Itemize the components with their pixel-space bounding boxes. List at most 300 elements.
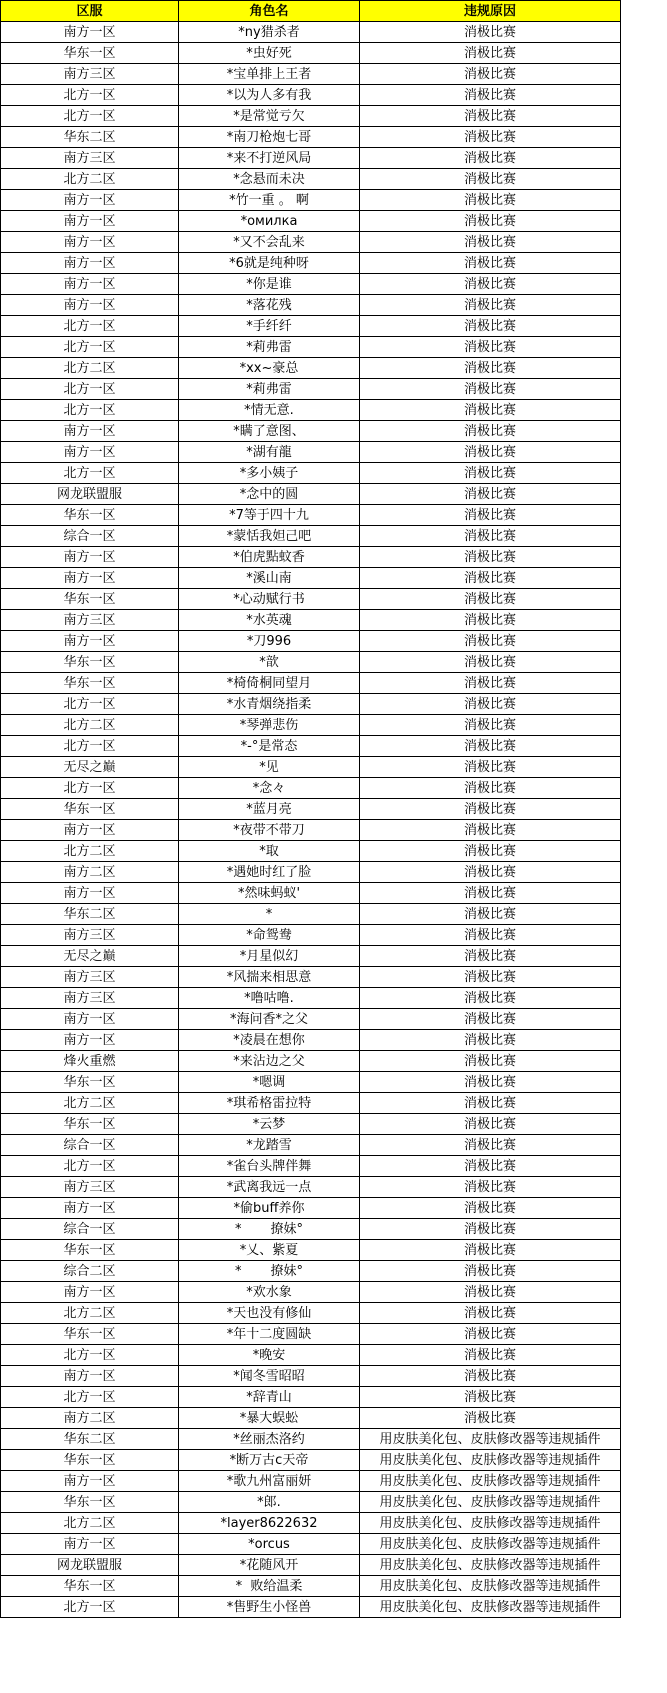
table-row	[1, 1009, 621, 1030]
role-name-cell: *手纤纤	[179, 316, 360, 337]
table-row	[1, 190, 621, 211]
server-cell: 北方一区	[1, 337, 179, 358]
server-cell: 北方一区	[1, 1387, 179, 1408]
role-name-cell: *омилка	[179, 211, 360, 232]
table-row	[1, 1261, 621, 1282]
violation-reason-cell: 用皮肤美化包、皮肤修改器等违规插件	[360, 1597, 621, 1618]
server-cell: 华东一区	[1, 1114, 179, 1135]
table-row	[1, 673, 621, 694]
table-row	[1, 946, 621, 967]
table-row	[1, 1387, 621, 1408]
violation-reason-cell: 消极比赛	[360, 442, 621, 463]
server-cell: 南方一区	[1, 883, 179, 904]
table-row	[1, 1219, 621, 1240]
table-row	[1, 232, 621, 253]
server-cell: 南方一区	[1, 295, 179, 316]
server-cell: 南方一区	[1, 190, 179, 211]
server-cell: 南方一区	[1, 820, 179, 841]
server-cell: 南方三区	[1, 988, 179, 1009]
role-name-cell: *水青烟绕指柔	[179, 694, 360, 715]
role-name-cell: *莉弗雷	[179, 379, 360, 400]
role-name-cell: *多小姨子	[179, 463, 360, 484]
role-name-cell: *郎.	[179, 1492, 360, 1513]
table-row	[1, 148, 621, 169]
violation-reason-cell: 消极比赛	[360, 1366, 621, 1387]
violation-reason-cell: 消极比赛	[360, 925, 621, 946]
server-cell: 北方一区	[1, 778, 179, 799]
server-cell: 华东二区	[1, 127, 179, 148]
violation-reason-cell: 消极比赛	[360, 799, 621, 820]
role-name-cell: *断万古c天帝	[179, 1450, 360, 1471]
role-name-cell: *花随风开	[179, 1555, 360, 1576]
table-row	[1, 43, 621, 64]
server-cell: 北方一区	[1, 106, 179, 127]
server-cell: 南方一区	[1, 631, 179, 652]
violation-reason-cell: 消极比赛	[360, 883, 621, 904]
violation-reason-cell: 消极比赛	[360, 337, 621, 358]
server-cell: 北方一区	[1, 379, 179, 400]
violation-reason-cell: 消极比赛	[360, 1177, 621, 1198]
violation-reason-cell: 消极比赛	[360, 1030, 621, 1051]
violation-reason-cell: 消极比赛	[360, 232, 621, 253]
role-name-cell: *6就是纯种呀	[179, 253, 360, 274]
server-cell: 南方三区	[1, 967, 179, 988]
table-row	[1, 589, 621, 610]
role-name-cell: *云梦	[179, 1114, 360, 1135]
server-cell: 南方一区	[1, 1471, 179, 1492]
role-name-cell: *武离我远一点	[179, 1177, 360, 1198]
violation-reason-cell: 消极比赛	[360, 1303, 621, 1324]
table-row	[1, 1471, 621, 1492]
role-name-cell: *夜带不带刀	[179, 820, 360, 841]
server-cell: 南方三区	[1, 148, 179, 169]
table-row	[1, 904, 621, 925]
role-name-cell: * 撩妹°	[179, 1219, 360, 1240]
server-cell: 南方一区	[1, 421, 179, 442]
violation-reason-cell: 消极比赛	[360, 1261, 621, 1282]
violation-reason-cell: 消极比赛	[360, 673, 621, 694]
role-name-cell: *年十二度圆缺	[179, 1324, 360, 1345]
server-cell: 北方二区	[1, 169, 179, 190]
server-cell: 南方二区	[1, 1408, 179, 1429]
role-name-cell: *蒙恬我妲己吧	[179, 526, 360, 547]
violation-reason-cell: 用皮肤美化包、皮肤修改器等违规插件	[360, 1534, 621, 1555]
table-row	[1, 694, 621, 715]
server-cell: 华东二区	[1, 904, 179, 925]
violation-reason-cell: 消极比赛	[360, 106, 621, 127]
table-row	[1, 274, 621, 295]
server-cell: 华东一区	[1, 673, 179, 694]
server-cell: 南方一区	[1, 568, 179, 589]
server-cell: 南方一区	[1, 274, 179, 295]
role-name-cell: *见	[179, 757, 360, 778]
table-row	[1, 715, 621, 736]
violation-reason-cell: 消极比赛	[360, 211, 621, 232]
server-cell: 北方一区	[1, 694, 179, 715]
role-name-cell: *琪希格雷拉特	[179, 1093, 360, 1114]
violation-reason-cell: 消极比赛	[360, 736, 621, 757]
role-name-cell: *7等于四十九	[179, 505, 360, 526]
server-cell: 北方一区	[1, 1156, 179, 1177]
violation-reason-cell: 消极比赛	[360, 169, 621, 190]
violation-reason-cell: 消极比赛	[360, 148, 621, 169]
table-row	[1, 1576, 621, 1597]
table-row	[1, 883, 621, 904]
server-cell: 南方一区	[1, 547, 179, 568]
table-row	[1, 547, 621, 568]
server-cell: 南方一区	[1, 1534, 179, 1555]
server-cell: 华东一区	[1, 1324, 179, 1345]
role-name-cell: *伯虎點蚊香	[179, 547, 360, 568]
table-row	[1, 967, 621, 988]
role-name-cell: *琴弹悲伤	[179, 715, 360, 736]
role-name-cell: *念々	[179, 778, 360, 799]
role-name-cell: *是常觉亏欠	[179, 106, 360, 127]
role-name-cell: *念悬而未决	[179, 169, 360, 190]
role-name-cell: *来不打逆风局	[179, 148, 360, 169]
role-name-cell: *心动赋行书	[179, 589, 360, 610]
role-name-cell: *海问香*之父	[179, 1009, 360, 1030]
role-name-cell: *嗯调	[179, 1072, 360, 1093]
violation-reason-cell: 消极比赛	[360, 1093, 621, 1114]
server-cell: 北方二区	[1, 1513, 179, 1534]
violation-reason-cell: 消极比赛	[360, 547, 621, 568]
violation-reason-cell: 用皮肤美化包、皮肤修改器等违规插件	[360, 1513, 621, 1534]
violation-reason-cell: 消极比赛	[360, 988, 621, 1009]
role-name-cell: *风揣来相思意	[179, 967, 360, 988]
table-row	[1, 778, 621, 799]
table-row	[1, 1324, 621, 1345]
server-cell: 华东一区	[1, 43, 179, 64]
table-row	[1, 1492, 621, 1513]
table-row	[1, 526, 621, 547]
server-cell: 北方一区	[1, 1345, 179, 1366]
role-name-cell: *刀996	[179, 631, 360, 652]
server-cell: 华东一区	[1, 1492, 179, 1513]
server-cell: 南方一区	[1, 1198, 179, 1219]
violation-reason-cell: 消极比赛	[360, 421, 621, 442]
violation-reason-cell: 消极比赛	[360, 1051, 621, 1072]
server-cell: 北方二区	[1, 841, 179, 862]
server-cell: 北方一区	[1, 85, 179, 106]
violation-reason-cell: 消极比赛	[360, 190, 621, 211]
server-cell: 华东一区	[1, 1240, 179, 1261]
server-cell: 南方二区	[1, 862, 179, 883]
table-row	[1, 1093, 621, 1114]
role-name-cell: *念中的圆	[179, 484, 360, 505]
violation-reason-cell: 消极比赛	[360, 253, 621, 274]
server-cell: 北方一区	[1, 316, 179, 337]
table-row	[1, 253, 621, 274]
server-cell: 北方一区	[1, 400, 179, 421]
table-row	[1, 1513, 621, 1534]
violation-reason-cell: 消极比赛	[360, 1408, 621, 1429]
role-name-cell: *然味蚂蚁'	[179, 883, 360, 904]
server-cell: 南方一区	[1, 232, 179, 253]
table-row	[1, 127, 621, 148]
violation-reason-cell: 消极比赛	[360, 379, 621, 400]
violation-reason-cell: 消极比赛	[360, 1240, 621, 1261]
role-name-cell: * 败给温柔	[179, 1576, 360, 1597]
violation-reason-cell: 消极比赛	[360, 1072, 621, 1093]
server-cell: 无尽之巅	[1, 757, 179, 778]
server-cell: 南方一区	[1, 211, 179, 232]
role-name-cell: *晚安	[179, 1345, 360, 1366]
server-cell: 无尽之巅	[1, 946, 179, 967]
server-cell: 北方一区	[1, 736, 179, 757]
role-name-cell: *凌晨在想你	[179, 1030, 360, 1051]
table-row	[1, 799, 621, 820]
table-row	[1, 862, 621, 883]
table-row	[1, 631, 621, 652]
table-row	[1, 1408, 621, 1429]
table-row	[1, 106, 621, 127]
role-name-cell: *天也没有修仙	[179, 1303, 360, 1324]
role-name-cell: *瞒了意图、	[179, 421, 360, 442]
table-row	[1, 1597, 621, 1618]
table-header	[1, 1, 621, 22]
violation-reason-cell: 消极比赛	[360, 1135, 621, 1156]
violation-reason-cell: 消极比赛	[360, 652, 621, 673]
header-violation-reason: 违规原因	[360, 1, 621, 22]
server-cell: 华东一区	[1, 652, 179, 673]
violation-reason-cell: 消极比赛	[360, 757, 621, 778]
violation-reason-cell: 消极比赛	[360, 1345, 621, 1366]
table-row	[1, 421, 621, 442]
server-cell: 南方三区	[1, 610, 179, 631]
table-row	[1, 610, 621, 631]
table-row	[1, 1282, 621, 1303]
table-row	[1, 820, 621, 841]
violation-reason-cell: 消极比赛	[360, 1198, 621, 1219]
table-row	[1, 1051, 621, 1072]
role-name-cell: *orcus	[179, 1534, 360, 1555]
table-row	[1, 1135, 621, 1156]
table-row	[1, 1366, 621, 1387]
role-name-cell: *遇她时红了脸	[179, 862, 360, 883]
table-row	[1, 211, 621, 232]
table-row	[1, 1429, 621, 1450]
table-row	[1, 358, 621, 379]
violation-reason-cell: 用皮肤美化包、皮肤修改器等违规插件	[360, 1555, 621, 1576]
role-name-cell: *取	[179, 841, 360, 862]
violation-reason-cell: 消极比赛	[360, 967, 621, 988]
violation-reason-cell: 消极比赛	[360, 946, 621, 967]
table-row	[1, 1198, 621, 1219]
table-row	[1, 1072, 621, 1093]
violation-reason-cell: 消极比赛	[360, 820, 621, 841]
table-row	[1, 1177, 621, 1198]
server-cell: 华东一区	[1, 505, 179, 526]
server-cell: 南方三区	[1, 1177, 179, 1198]
table-row	[1, 1555, 621, 1576]
table-row	[1, 925, 621, 946]
table-row	[1, 64, 621, 85]
server-cell: 网龙联盟服	[1, 1555, 179, 1576]
table-row	[1, 1240, 621, 1261]
role-name-cell: *辞青山	[179, 1387, 360, 1408]
server-cell: 南方一区	[1, 22, 179, 43]
violation-reason-cell: 用皮肤美化包、皮肤修改器等违规插件	[360, 1429, 621, 1450]
role-name-cell: *layer8622632	[179, 1513, 360, 1534]
violation-reason-cell: 消极比赛	[360, 589, 621, 610]
violation-reason-cell: 消极比赛	[360, 22, 621, 43]
violation-reason-cell: 消极比赛	[360, 127, 621, 148]
violation-reason-cell: 消极比赛	[360, 505, 621, 526]
table-row	[1, 484, 621, 505]
violation-reason-cell: 消极比赛	[360, 1156, 621, 1177]
table-row	[1, 736, 621, 757]
role-name-cell: *又不会乱来	[179, 232, 360, 253]
role-name-cell: *你是谁	[179, 274, 360, 295]
role-name-cell: *龙踏雪	[179, 1135, 360, 1156]
role-name-cell: *月星似幻	[179, 946, 360, 967]
role-name-cell: *莉弗雷	[179, 337, 360, 358]
table-row	[1, 85, 621, 106]
role-name-cell: *歆	[179, 652, 360, 673]
server-cell: 烽火重燃	[1, 1051, 179, 1072]
violation-reason-cell: 消极比赛	[360, 400, 621, 421]
server-cell: 华东二区	[1, 1429, 179, 1450]
role-name-cell: *湖有龍	[179, 442, 360, 463]
table-row	[1, 1345, 621, 1366]
violation-reason-cell: 消极比赛	[360, 64, 621, 85]
table-row	[1, 1450, 621, 1471]
role-name-cell: *来沾边之父	[179, 1051, 360, 1072]
table-row	[1, 463, 621, 484]
server-cell: 南方一区	[1, 442, 179, 463]
violation-reason-cell: 用皮肤美化包、皮肤修改器等违规插件	[360, 1492, 621, 1513]
role-name-cell: *虫好死	[179, 43, 360, 64]
role-name-cell: *落花残	[179, 295, 360, 316]
violation-reason-cell: 消极比赛	[360, 85, 621, 106]
server-cell: 华东一区	[1, 1576, 179, 1597]
table-row	[1, 757, 621, 778]
table-row	[1, 1534, 621, 1555]
role-name-cell: *情无意.	[179, 400, 360, 421]
role-name-cell: *丝丽杰洛约	[179, 1429, 360, 1450]
table-row	[1, 316, 621, 337]
role-name-cell: *椅倚桐同望月	[179, 673, 360, 694]
server-cell: 综合一区	[1, 1219, 179, 1240]
violation-reason-cell: 消极比赛	[360, 715, 621, 736]
role-name-cell: *售野生小怪兽	[179, 1597, 360, 1618]
table-row	[1, 400, 621, 421]
violation-reason-cell: 消极比赛	[360, 316, 621, 337]
violation-reason-cell: 消极比赛	[360, 1282, 621, 1303]
role-name-cell: *雀台头牌伴舞	[179, 1156, 360, 1177]
server-cell: 北方二区	[1, 1303, 179, 1324]
violation-reason-cell: 消极比赛	[360, 1219, 621, 1240]
violation-reason-cell: 消极比赛	[360, 631, 621, 652]
violation-reason-cell: 用皮肤美化包、皮肤修改器等违规插件	[360, 1471, 621, 1492]
violation-reason-cell: 消极比赛	[360, 358, 621, 379]
server-cell: 南方三区	[1, 64, 179, 85]
server-cell: 南方一区	[1, 1009, 179, 1030]
violation-reason-cell: 消极比赛	[360, 43, 621, 64]
role-name-cell: *闻冬雪昭昭	[179, 1366, 360, 1387]
table-row	[1, 295, 621, 316]
server-cell: 北方一区	[1, 463, 179, 484]
role-name-cell: *水英魂	[179, 610, 360, 631]
violation-reason-cell: 消极比赛	[360, 568, 621, 589]
table-row	[1, 505, 621, 526]
role-name-cell: *乂、紫夏	[179, 1240, 360, 1261]
server-cell: 南方一区	[1, 253, 179, 274]
role-name-cell: *宝单排上王者	[179, 64, 360, 85]
server-cell: 综合二区	[1, 1261, 179, 1282]
table-row	[1, 442, 621, 463]
role-name-cell: *xx~豪总	[179, 358, 360, 379]
table-row	[1, 988, 621, 1009]
server-cell: 华东一区	[1, 1450, 179, 1471]
role-name-cell: *暴大蜈蚣	[179, 1408, 360, 1429]
table-row	[1, 1030, 621, 1051]
role-name-cell: *南刀枪炮七哥	[179, 127, 360, 148]
violation-reason-cell: 消极比赛	[360, 1324, 621, 1345]
header-row	[1, 1, 621, 22]
table-row	[1, 337, 621, 358]
server-cell: 南方一区	[1, 1282, 179, 1303]
server-cell: 综合一区	[1, 526, 179, 547]
role-name-cell: *ny猎杀者	[179, 22, 360, 43]
server-cell: 南方一区	[1, 1030, 179, 1051]
role-name-cell: *偷buff养你	[179, 1198, 360, 1219]
server-cell: 华东一区	[1, 799, 179, 820]
violation-reason-cell: 消极比赛	[360, 274, 621, 295]
role-name-cell: *竹一重 。 啊	[179, 190, 360, 211]
violation-reason-cell: 消极比赛	[360, 463, 621, 484]
server-cell: 南方一区	[1, 1366, 179, 1387]
role-name-cell: *歌九州富丽妍	[179, 1471, 360, 1492]
table-row	[1, 1303, 621, 1324]
role-name-cell: *以为人多有我	[179, 85, 360, 106]
violation-reason-cell: 消极比赛	[360, 1114, 621, 1135]
role-name-cell: * 撩妹°	[179, 1261, 360, 1282]
violation-reason-cell: 消极比赛	[360, 484, 621, 505]
role-name-cell: *	[179, 904, 360, 925]
header-role-name: 角色名	[179, 1, 360, 22]
table-row	[1, 568, 621, 589]
violation-reason-cell: 消极比赛	[360, 862, 621, 883]
table-row	[1, 652, 621, 673]
server-cell: 华东一区	[1, 1072, 179, 1093]
table-row	[1, 169, 621, 190]
violation-reason-cell: 消极比赛	[360, 295, 621, 316]
role-name-cell: *溪山南	[179, 568, 360, 589]
violation-reason-cell: 消极比赛	[360, 778, 621, 799]
server-cell: 华东一区	[1, 589, 179, 610]
table-row	[1, 1114, 621, 1135]
violation-reason-cell: 用皮肤美化包、皮肤修改器等违规插件	[360, 1450, 621, 1471]
role-name-cell: *命鸳鸯	[179, 925, 360, 946]
table-row	[1, 1156, 621, 1177]
violation-reason-cell: 用皮肤美化包、皮肤修改器等违规插件	[360, 1576, 621, 1597]
violation-reason-cell: 消极比赛	[360, 1387, 621, 1408]
server-cell: 综合一区	[1, 1135, 179, 1156]
table-row	[1, 22, 621, 43]
server-cell: 北方二区	[1, 1093, 179, 1114]
role-name-cell: *-°是常态	[179, 736, 360, 757]
server-cell: 北方二区	[1, 715, 179, 736]
violation-reason-cell: 消极比赛	[360, 1009, 621, 1030]
header-server: 区服	[1, 1, 179, 22]
role-name-cell: *欢水象	[179, 1282, 360, 1303]
role-name-cell: *蓝月亮	[179, 799, 360, 820]
violation-reason-cell: 消极比赛	[360, 841, 621, 862]
table-row	[1, 841, 621, 862]
table-row	[1, 379, 621, 400]
